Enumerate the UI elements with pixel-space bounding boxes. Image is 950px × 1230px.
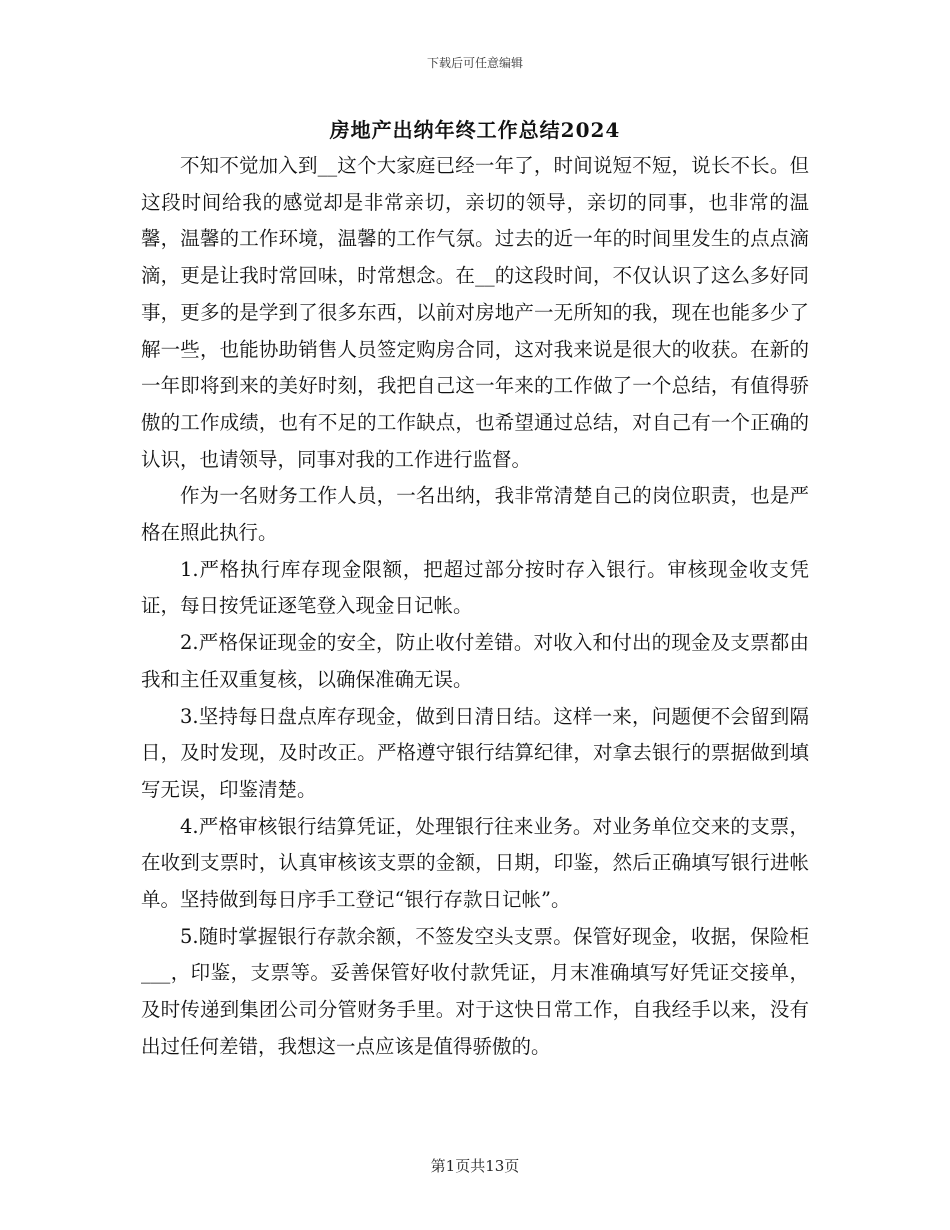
paragraph-duty: 作为一名财务工作人员，一名出纳，我非常清楚自己的岗位职责，也是严格在照此执行。	[141, 484, 809, 545]
paragraph-intro: 不知不觉加入到__这个大家庭已经一年了，时间说短不短，说长不长。但这段时间给我的感觉却是非常亲切，亲切的领导，亲切的同事，也非常的温馨，温馨的工作环境，温馨的工作气氛。过去的近一年的时间里发生的点点滴滴，更是让我时常回味，时常想念。在__的这段时间，不仅认识了这么多好同事，更多的是学到了很多东西，以前对房地产一无所知的我，现在也能多少了解一些，也能协助销售人员签定购房合同，这对我来说是很大的收获。在新的一年即将到来的美好时刻，我把自己这一年来的工作做了一个总结，有值得骄傲的工作成绩，也有不足的工作缺点，也希望通过总结，对自己有一个正确的认识，也请领导，同事对我的工作进行监督。	[141, 154, 809, 471]
page-indicator: 第1页共13页	[430, 1157, 520, 1175]
list-item-2: 2.严格保证现金的安全，防止收付差错。对收入和付出的现金及支票都由我和主任双重复核，以确保准确无误。	[141, 631, 809, 691]
document-body	[141, 148, 809, 1066]
list-item-1: 1.严格执行库存现金限额，把超过部分按时存入银行。审核现金收支凭证，每日按凭证逐笔登入现金日记帐。	[141, 557, 809, 618]
list-item-4: 4.严格审核银行结算凭证，处理银行往来业务。对业务单位交来的支票，在收到支票时，认真审核该支票的金额，日期，印鉴，然后正确填写银行进帐单。坚持做到每日序手工登记“银行存款日记帐”。	[141, 814, 809, 912]
list-item-5: 5.随时掌握银行存款余额，不签发空头支票。保管好现金，收据，保险柜___，印鉴，支票等。妥善保管好收付款凭证，月末准确填写好凭证交接单，及时传递到集团公司分管财务手里。对于这快日常工作，自我经手以来，没有出过任何差错，我想这一点应该是值得骄傲的。	[141, 924, 809, 1058]
document-title: 房地产出纳年终工作总结2024	[329, 118, 621, 142]
header-note: 下载后可任意编辑	[426, 56, 523, 70]
list-item-3: 3.坚持每日盘点库存现金，做到日清日结。这样一来，问题便不会留到隔日，及时发现，及时改正。严格遵守银行结算纪律，对拿去银行的票据做到填写无误，印鉴清楚。	[141, 704, 809, 801]
